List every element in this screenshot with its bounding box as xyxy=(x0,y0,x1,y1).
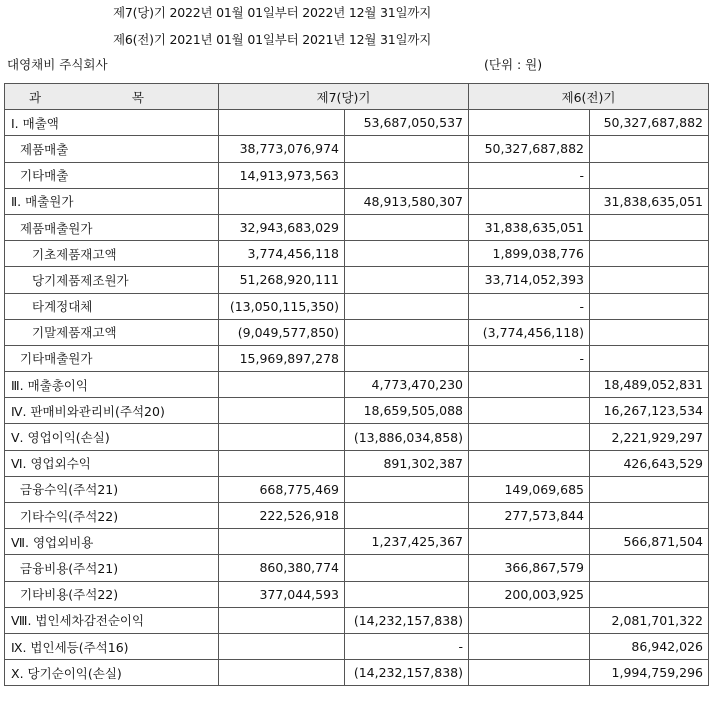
table-header-row xyxy=(5,84,709,110)
row-label: Ⅶ. 영업외비용 xyxy=(5,529,219,555)
prior-subtotal-cell xyxy=(469,424,590,450)
table-row xyxy=(5,660,709,686)
row-label: Ⅰ. 매출액 xyxy=(5,110,219,136)
row-label: 제품매출 xyxy=(5,136,219,162)
prior-subtotal-cell xyxy=(469,607,590,633)
prior-total-cell xyxy=(590,581,709,607)
table-row xyxy=(5,136,709,162)
prior-subtotal-cell: 31,838,635,051 xyxy=(469,214,590,240)
row-label: Ⅴ. 영업이익(손실) xyxy=(5,424,219,450)
row-label: 제품매출원가 xyxy=(5,214,219,240)
current-total-cell xyxy=(345,293,469,319)
subject-header-right: 목 xyxy=(131,89,144,105)
row-label: Ⅳ. 판매비와관리비(주석20) xyxy=(5,398,219,424)
current-subtotal-cell: (13,050,115,350) xyxy=(219,293,345,319)
row-label: Ⅸ. 법인세등(주석16) xyxy=(5,633,219,659)
current-total-cell: (14,232,157,838) xyxy=(345,660,469,686)
prior-subtotal-cell: - xyxy=(469,162,590,188)
row-label: 기타수익(주석22) xyxy=(5,503,219,529)
prior-subtotal-cell: 1,899,038,776 xyxy=(469,241,590,267)
row-label: Ⅲ. 매출총이익 xyxy=(5,372,219,398)
prior-total-cell: 2,081,701,322 xyxy=(590,607,709,633)
table-row xyxy=(5,555,709,581)
prior-total-cell xyxy=(590,267,709,293)
prior-subtotal-cell: 149,069,685 xyxy=(469,476,590,502)
current-total-cell: - xyxy=(345,633,469,659)
current-subtotal-cell xyxy=(219,607,345,633)
current-subtotal-cell: (9,049,577,850) xyxy=(219,319,345,345)
current-total-cell: 1,237,425,367 xyxy=(345,529,469,555)
prior-subtotal-cell: 277,573,844 xyxy=(469,503,590,529)
row-label: 기초제품재고액 xyxy=(5,241,219,267)
current-total-cell: (13,886,034,858) xyxy=(345,424,469,450)
current-total-cell: 53,687,050,537 xyxy=(345,110,469,136)
table-row xyxy=(5,503,709,529)
row-label: 기타비용(주석22) xyxy=(5,581,219,607)
current-subtotal-cell: 3,774,456,118 xyxy=(219,241,345,267)
current-subtotal-cell: 377,044,593 xyxy=(219,581,345,607)
current-total-cell xyxy=(345,581,469,607)
prior-subtotal-cell xyxy=(469,398,590,424)
prior-total-cell: 86,942,026 xyxy=(590,633,709,659)
current-total-cell xyxy=(345,214,469,240)
table-row xyxy=(5,398,709,424)
income-statement-table xyxy=(4,83,709,686)
prior-subtotal-cell: - xyxy=(469,345,590,371)
prior-total-cell: 18,489,052,831 xyxy=(590,372,709,398)
table-row xyxy=(5,267,709,293)
prior-subtotal-cell xyxy=(469,660,590,686)
current-subtotal-cell xyxy=(219,424,345,450)
current-subtotal-cell xyxy=(219,529,345,555)
current-total-cell: 4,773,470,230 xyxy=(345,372,469,398)
row-label: 타계정대체 xyxy=(5,293,219,319)
current-subtotal-cell xyxy=(219,450,345,476)
current-subtotal-cell: 38,773,076,974 xyxy=(219,136,345,162)
current-total-cell xyxy=(345,162,469,188)
table-row xyxy=(5,529,709,555)
table-row xyxy=(5,372,709,398)
prior-total-cell: 31,838,635,051 xyxy=(590,188,709,214)
prior-subtotal-cell xyxy=(469,372,590,398)
row-label: 기타매출원가 xyxy=(5,345,219,371)
current-subtotal-cell xyxy=(219,188,345,214)
table-row xyxy=(5,214,709,240)
table-row xyxy=(5,162,709,188)
current-subtotal-cell xyxy=(219,633,345,659)
prior-subtotal-cell xyxy=(469,188,590,214)
current-subtotal-cell: 222,526,918 xyxy=(219,503,345,529)
prior-subtotal-cell: - xyxy=(469,293,590,319)
prior-subtotal-cell xyxy=(469,529,590,555)
current-total-cell xyxy=(345,476,469,502)
current-total-cell xyxy=(345,241,469,267)
current-total-cell: 48,913,580,307 xyxy=(345,188,469,214)
table-row xyxy=(5,241,709,267)
prior-total-cell: 426,643,529 xyxy=(590,450,709,476)
row-label: Ⅵ. 영업외수익 xyxy=(5,450,219,476)
table-row xyxy=(5,476,709,502)
current-subtotal-cell: 51,268,920,111 xyxy=(219,267,345,293)
row-label: Ⅱ. 매출원가 xyxy=(5,188,219,214)
current-total-cell: 891,302,387 xyxy=(345,450,469,476)
current-subtotal-cell: 15,969,897,278 xyxy=(219,345,345,371)
current-period-header: 제7(당)기 xyxy=(219,84,469,110)
row-label: 당기제품제조원가 xyxy=(5,267,219,293)
table-row xyxy=(5,424,709,450)
table-row xyxy=(5,450,709,476)
prior-total-cell xyxy=(590,345,709,371)
prior-subtotal-cell xyxy=(469,450,590,476)
prior-total-cell: 16,267,123,534 xyxy=(590,398,709,424)
prior-total-cell xyxy=(590,241,709,267)
current-total-cell xyxy=(345,136,469,162)
table-row xyxy=(5,110,709,136)
current-subtotal-cell xyxy=(219,110,345,136)
prior-total-cell xyxy=(590,503,709,529)
prior-total-cell xyxy=(590,162,709,188)
unit-label: (단위 : 원) xyxy=(484,57,543,72)
prior-subtotal-cell: 200,003,925 xyxy=(469,581,590,607)
row-label: 금융수익(주석21) xyxy=(5,476,219,502)
current-subtotal-cell: 14,913,973,563 xyxy=(219,162,345,188)
prior-subtotal-cell xyxy=(469,633,590,659)
prior-total-cell xyxy=(590,214,709,240)
prior-total-cell xyxy=(590,319,709,345)
current-subtotal-cell xyxy=(219,372,345,398)
table-row xyxy=(5,319,709,345)
row-label: 기말제품재고액 xyxy=(5,319,219,345)
row-label: 기타매출 xyxy=(5,162,219,188)
prior-subtotal-cell: (3,774,456,118) xyxy=(469,319,590,345)
row-label: Ⅷ. 법인세차감전순이익 xyxy=(5,607,219,633)
prior-total-cell xyxy=(590,136,709,162)
prior-period-header: 제6(전)기 xyxy=(469,84,709,110)
company-name: 대영채비 주식회사 xyxy=(7,57,108,72)
prior-total-cell xyxy=(590,293,709,319)
prior-total-cell: 50,327,687,882 xyxy=(590,110,709,136)
current-subtotal-cell: 668,775,469 xyxy=(219,476,345,502)
current-subtotal-cell: 32,943,683,029 xyxy=(219,214,345,240)
current-subtotal-cell: 860,380,774 xyxy=(219,555,345,581)
current-subtotal-cell xyxy=(219,660,345,686)
table-row xyxy=(5,188,709,214)
current-total-cell xyxy=(345,503,469,529)
table-row xyxy=(5,633,709,659)
current-total-cell xyxy=(345,319,469,345)
current-total-cell xyxy=(345,345,469,371)
current-total-cell: (14,232,157,838) xyxy=(345,607,469,633)
current-total-cell: 18,659,505,088 xyxy=(345,398,469,424)
table-row xyxy=(5,581,709,607)
prior-total-cell xyxy=(590,555,709,581)
prior-total-cell: 566,871,504 xyxy=(590,529,709,555)
current-subtotal-cell xyxy=(219,398,345,424)
table-row xyxy=(5,345,709,371)
period-prior-line: 제6(전)기 2021년 01월 01일부터 2021년 12월 31일까지 xyxy=(113,32,432,47)
prior-subtotal-cell xyxy=(469,110,590,136)
prior-total-cell: 1,994,759,296 xyxy=(590,660,709,686)
current-total-cell xyxy=(345,267,469,293)
subject-header xyxy=(5,84,219,110)
prior-total-cell xyxy=(590,476,709,502)
prior-subtotal-cell: 50,327,687,882 xyxy=(469,136,590,162)
table-row xyxy=(5,607,709,633)
period-current-line: 제7(당)기 2022년 01월 01일부터 2022년 12월 31일까지 xyxy=(113,5,432,20)
row-label: 금융비용(주석21) xyxy=(5,555,219,581)
current-total-cell xyxy=(345,555,469,581)
prior-total-cell: 2,221,929,297 xyxy=(590,424,709,450)
subject-header-left: 과 xyxy=(29,89,42,105)
row-label: Ⅹ. 당기순이익(손실) xyxy=(5,660,219,686)
table-row xyxy=(5,293,709,319)
prior-subtotal-cell: 33,714,052,393 xyxy=(469,267,590,293)
prior-subtotal-cell: 366,867,579 xyxy=(469,555,590,581)
